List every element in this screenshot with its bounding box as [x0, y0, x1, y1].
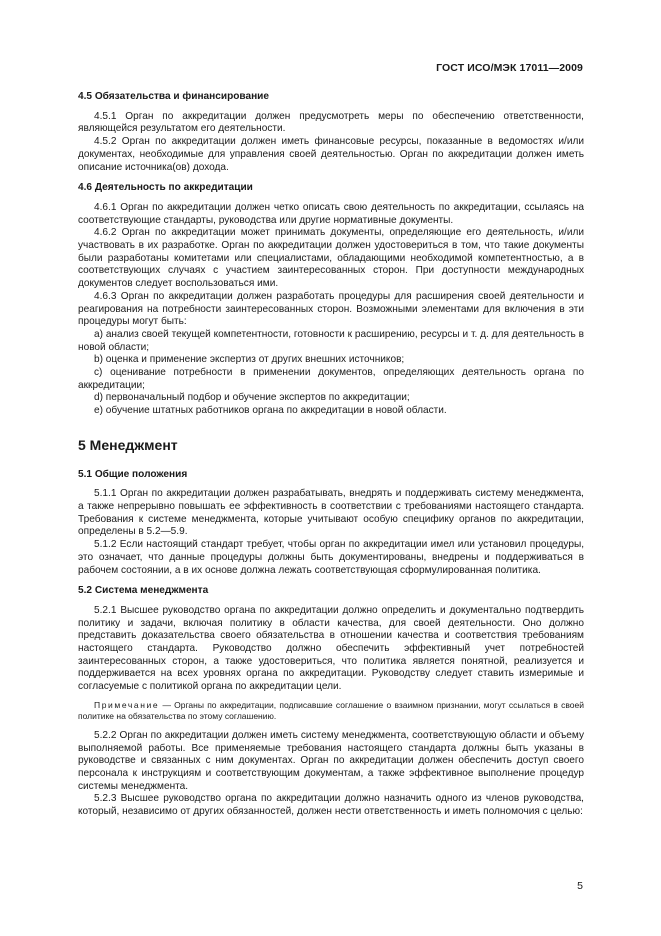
note [78, 700, 584, 723]
paragraph-5-1-2: 5.1.2 Если настоящий стандарт требует, чтобы орган по аккредитации имел или установил процедуры, это означает, что данные процедуры должны быть документированы, внедрены и поддерживаться в рабочем состоянии, а в их основе должна лежать соответствующая сформулированная политика. [78, 539, 584, 576]
section-5-1-heading: 5.1 Общие положения [78, 468, 188, 480]
paragraph-5-2-1: 5.2.1 Высшее руководство органа по аккредитации должно определить и документально подтвердить политику и задачи, включая политику в области качества, для своей деятельности. Оно должно представить доказательства своего обязательства в отношении качества и соответствия требованиям настоящего стандарта. Руководство должно обеспечить эффективный учет потребностей заинтересованных сторон, а также удостовериться, что политика является понятной, реализуется и поддерживается на всех уровнях органа по аккредитации. Руководству следует ставить измеримые и согласуемые с политикой органа по аккредитации цели. [78, 604, 584, 693]
list-item-e: e) обучение штатных работников органа по аккредитации в новой области. [94, 405, 447, 417]
page-number: 5 [577, 880, 583, 892]
list-item-d: d) первоначальный подбор и обучение экспертов по аккредитации; [94, 392, 410, 404]
paragraph-4-6-2: 4.6.2 Орган по аккредитации может принимать документы, определяющие его деятельность, и/или участвовать в их разработке. Орган по аккредитации должен удостовериться в том, что такие документы были разработаны комитетами или специалистами, обладающими необходимой компетентностью, а в соответствующих случаях с участием заинтересованных сторон. При доступности международных документов следует воспользоваться ими. [78, 227, 584, 290]
paragraph-4-5-2: 4.5.2 Орган по аккредитации должен иметь финансовые ресурсы, показанные в ведомостях и/или документах, необходимые для управления своей деятельностью. Орган по аккредитации должен иметь описание источника(ов) дохода. [78, 136, 584, 173]
chapter-5-heading: 5 Менеджмент [78, 436, 178, 453]
paragraph-4-6-3: 4.6.3 Орган по аккредитации должен разработать процедуры для расширения своей деятельности и реагирования на потребности заинтересованных сторон. Возможными элементами для включения в эти процедуры могут быть: [78, 290, 584, 328]
list-item-c: c) оценивание потребности в применении документов, определяющих деятельность органа по аккредитации; [78, 367, 584, 391]
paragraph-4-5-1: 4.5.1 Орган по аккредитации должен предусмотреть меры по обеспечению ответственности, являющейся результатом его деятельности. [78, 110, 584, 135]
section-4-6-heading: 4.6 Деятельность по аккредитации [78, 182, 253, 194]
paragraph-5-2-3: 5.2.3 Высшее руководство органа по аккредитации должно назначить одного из членов руководства, который, независимо от других обязанностей, должен нести ответственность и иметь полномочия с целью: [78, 793, 584, 818]
note-text: — Органы по аккредитации, подписавшие соглашение о взаимном признании, могут ссылаться в своей политике на обязательства по этому соглашению. [78, 699, 584, 722]
list-item-b: b) оценка и применение экспертиз от других внешних источников; [94, 354, 405, 366]
list-item-a: a) анализ своей текущей компетентности, готовности к расширению, ресурсы и т. д. для деятельность в новой области; [78, 328, 584, 353]
section-4-5-heading: 4.5 Обязательства и финансирование [78, 91, 270, 102]
paragraph-4-6-1: 4.6.1 Орган по аккредитации должен четко описать свою деятельность по аккредитации, ссылаясь на соответствующие стандарты, руководства или другие нормативные документы. [78, 201, 584, 226]
section-5-2-heading: 5.2 Система менеджмента [78, 585, 209, 597]
page-body [78, 91, 584, 819]
document-standard-id: ГОСТ ИСО/МЭК 17011—2009 [436, 62, 583, 74]
note-label: Примечание [94, 699, 160, 710]
paragraph-5-2-2: 5.2.2 Орган по аккредитации должен иметь систему менеджмента, соответствующую области и объему выполняемой работы. Все применяемые требования настоящего стандарта должны быть указаны в руководстве и связанных с ним документах. Орган по аккредитации должен обеспечить доступ своего персонала к инструкциям и соответствующим документам, а также эффективное выполнение процедур системы менеджмента. [78, 729, 584, 792]
paragraph-5-1-1: 5.1.1 Орган по аккредитации должен разрабатывать, внедрять и поддерживать систему менеджмента, а также непрерывно повышать ее эффективность в соответствии с требованиями настоящего стандарта. Требования к системе менеджмента, которые учитывают особую специфику органов по аккредитации, определены в 5.2—5.9. [78, 488, 584, 538]
